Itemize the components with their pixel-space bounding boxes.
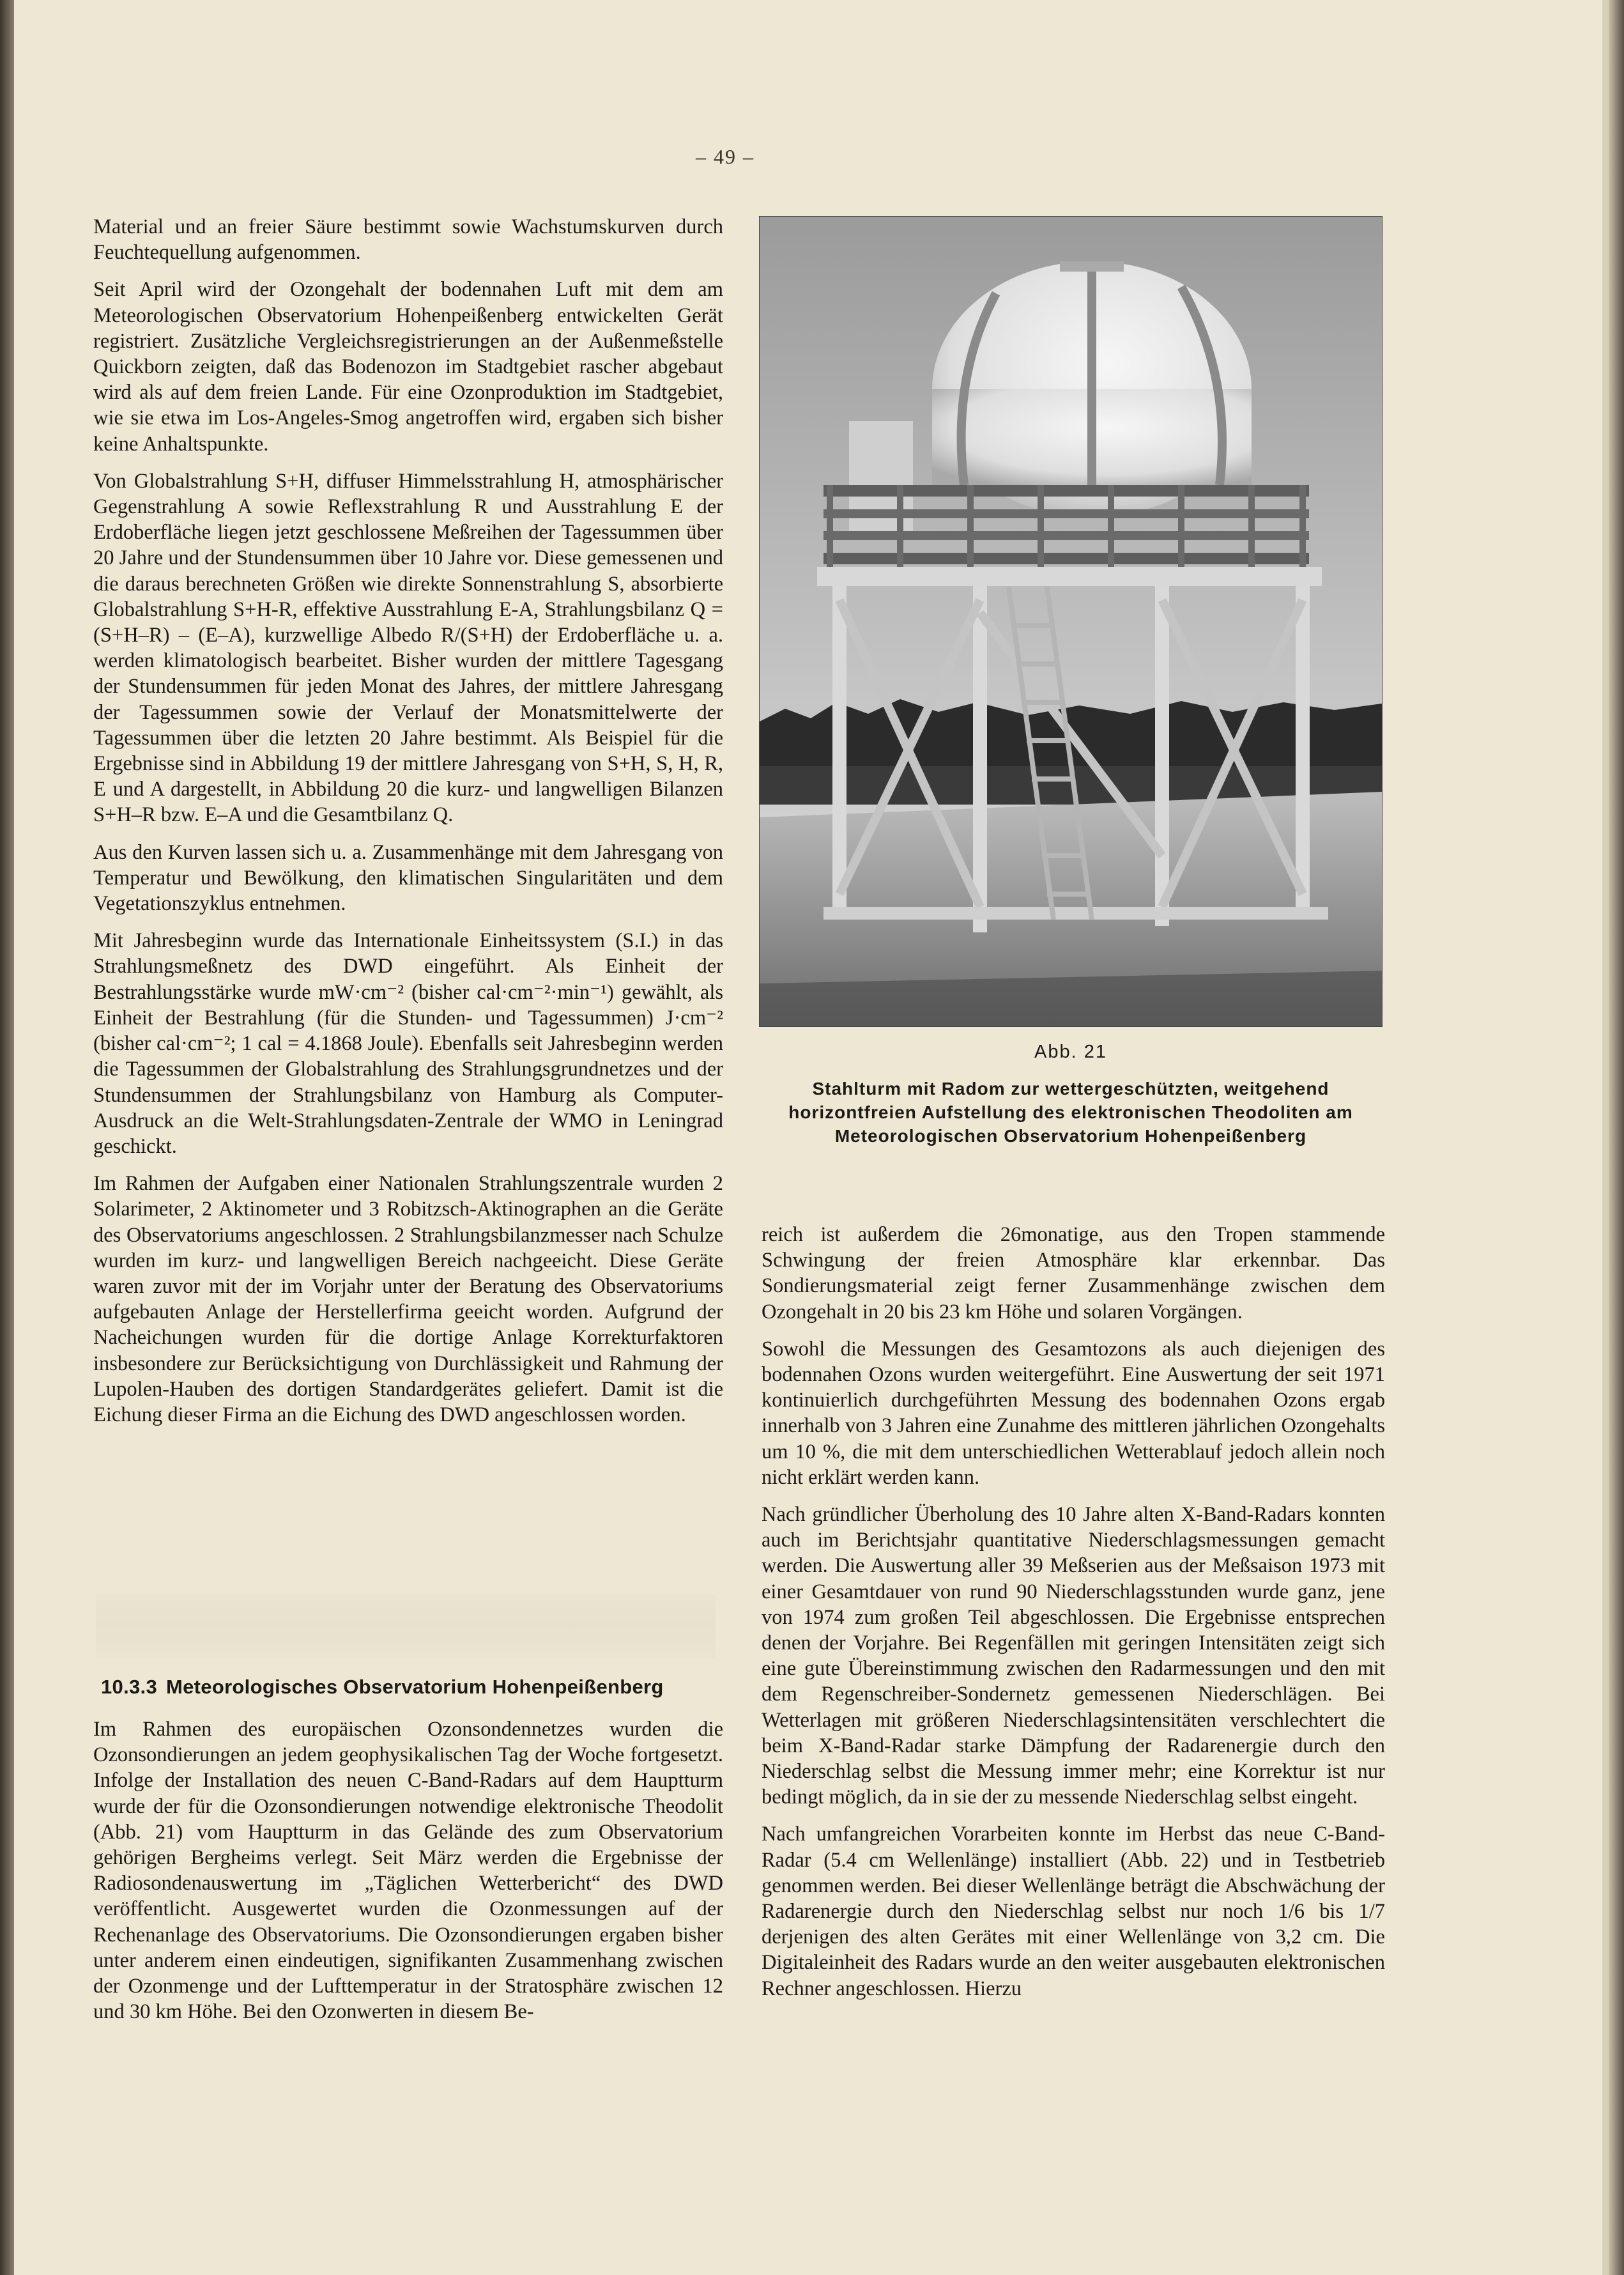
figure-label: Abb. 21 — [1034, 1042, 1107, 1062]
page-edge-shadow — [1602, 0, 1609, 2275]
paragraph: Material und an freier Säure bestimmt sowie Wachstumskurven durch Feuchtequellung aufgenommen. — [93, 215, 723, 265]
left-column — [93, 214, 723, 1439]
right-column — [762, 1222, 1385, 2013]
paragraph: Aus den Kurven lassen sich u. a. Zusammenhänge mit dem Jahresgang von Temperatur und Bewölkung, den klimatischen Singularitäten und dem Vegetationszyklus entnehmen. — [93, 840, 723, 916]
section-body — [93, 1716, 723, 2036]
tower-photo-illustration — [760, 217, 1382, 1026]
paragraph: Von Globalstrahlung S+H, diffuser Himmelsstrahlung H, atmosphärischer Gegenstrahlung A sowie Reflexstrahlung R und Ausstrahlung E der Erdoberfläche liegen jetzt geschlossene Meßreihen der Tagessummen über 20 Jahre und der Stundensummen über 10 Jahre vor. Diese gemessenen und die daraus berechneten Größen wie direkte Sonnenstrahlung S, absorbierte Globalstrahlung S+H-R, effektive Ausstrahlung E-A, Strahlungsbilanz Q = (S+H–R) – (E–A), kurzwellige Albedo R/(S+H) der Erdoberfläche u. a. werden klimatologisch bearbeitet. Bisher wurden der mittlere Tagesgang der Stundensummen für jeden Monat des Jahres, der mittlere Jahresgang der Tagessummen sowie der Verlauf der Monatsmittelwerte der Tagessummen über die letzten 20 Jahre bestimmt. Als Beispiel für die Ergebnisse sind in Abbildung 19 der mittlere Jahresgang von S+H, S, H, R, E und A dargestellt, in Abbildung 20 die kurz- und langwelligen Bilanzen S+H–R bzw. E–A und die Gesamtbilanz Q. — [93, 469, 723, 827]
figure-photo — [759, 216, 1383, 1027]
paragraph: Mit Jahresbeginn wurde das Internationale Einheitssystem (S.I.) in das Strahlungsmeßnetz des DWD eingeführt. Als Einheit der Bestrahlungsstärke wurde mW·cm⁻² (bisher cal·cm⁻²·min⁻¹) gewählt, als Einheit der Bestrahlung (für die Stunden- und Tagessummen) J·cm⁻² (bisher cal·cm⁻²; 1 cal = 4.1868 Joule). Ebenfalls seit Jahresbeginn werden die Tagessummen der Globalstrahlung des Strahlungsgrundnetzes und der Stundensummen der Strahlungsbilanz von Hamburg als Computer-Ausdruck an die Welt-Strahlungsdaten-Zentrale der WMO in Leningrad geschickt. — [93, 929, 723, 1158]
paragraph: Nach gründlicher Überholung des 10 Jahre alten X-Band-Radars konnten auch im Berichtsjahr quantitative Niederschlagsmessungen gemacht werden. Die Auswertung aller 39 Meßserien aus der Meßsaison 1973 mit einer Gesamtdauer von rund 90 Niederschlagsstunden wurde ganz, jene von 1974 zum großen Teil abgeschlossen. Die Ergebnisse entsprechen denen der Vorjahre. Bei Regenfällen mit geringen Intensitäten zeigt sich eine gute Übereinstimmung zwischen den Radarmessungen und den mit dem Regenschreiber-Sondernetz gemessenen Niederschlägen. Bei Wetterlagen mit größeren Niederschlagsintensitäten verschlechtert die beim X-Band-Radar starke Dämpfung der Radarenergie durch den Niederschlag selbst die Messung immer mehr; eine Korrektur ist nur bedingt möglich, da in sie der zu messende Niederschlag selbst eingeht. — [762, 1503, 1385, 1809]
paragraph: Nach umfangreichen Vorarbeiten konnte im Herbst das neue C-Band-Radar (5.4 cm Wellenlänge) installiert (Abb. 22) und in Testbetrieb genommen werden. Bei dieser Wellenlänge beträgt die Abschwächung der Radarenergie durch den Niederschlag selbst nur noch 1/6 bis 1/7 derjenigen des alten Gerätes mit einer Wellenlänge von 3,2 cm. Die Digitaleinheit des Radars wurde an den weiter ausgebauten elektronischen Rechner angeschlossen. Hierzu — [762, 1823, 1385, 2000]
paragraph: Im Rahmen der Aufgaben einer Nationalen Strahlungszentrale wurden 2 Solarimeter, 2 Aktinometer und 3 Robitzsch-Aktinographen an die Geräte des Observatoriums angeschlossen. 2 Strahlungsbilanzmesser nach Schulze wurden im kurz- und langwelligen Bereich nachgeeicht. Diese Geräte waren zuvor mit der im Vorjahr unter der Beratung des Observatoriums aufgebauten Anlage der Herstellerfirma geeicht worden. Aufgrund der Nacheichungen wurden für die dortige Anlage Korrekturfaktoren insbesondere zur Berücksichtigung von Durchlässigkeit und Rahmung der Lupolen-Hauben des dortigen Standardgerätes geliefert. Damit ist die Eichung dieser Firma an die Eichung des DWD angeschlossen worden. — [93, 1172, 723, 1426]
page-number: – 49 – — [696, 145, 755, 168]
figure-caption-text: Stahlturm mit Radom zur wettergeschützten, weitgehend horizontfreien Aufstellung des elektronischen Theodoliten am Meteorologischen Observatorium Hohenpeißenberg — [788, 1079, 1353, 1146]
section-number: 10.3.3 — [101, 1676, 157, 1698]
page-binding-edge — [0, 0, 14, 2275]
paragraph: Sowohl die Messungen des Gesamtozons als auch diejenigen des bodennahen Ozons wurden weitergeführt. Eine Auswertung der seit 1971 kontinuierlich durchgeführten Messung des bodennahen Ozons ergab innerhalb von 3 Jahren eine Zunahme des mittleren jährlichen Ozongehalts um 10 %, die mit dem unterschiedlichen Wetterablauf jedoch allein noch nicht erklärt werden kann. — [762, 1337, 1385, 1489]
paragraph: Seit April wird der Ozongehalt der bodennahen Luft mit dem am Meteorologischen Observatorium Hohenpeißenberg entwickelten Gerät registriert. Zusätzliche Vergleichsregistrierungen an der Außenmeßstelle Quickborn zeigten, daß das Bodenozon im Stadtgebiet rascher abgebaut wird als auf dem freien Lande. Für eine Ozonproduktion im Stadtgebiet, wie sie etwa im Los-Angeles-Smog angetroffen wird, ergaben sich bisher keine Anhaltspunkte. — [93, 278, 723, 456]
figure-caption — [760, 1042, 1381, 1148]
paragraph: Im Rahmen des europäischen Ozonsondennetzes wurden die Ozonsondierungen an jedem geophysikalischen Tag der Woche fortgesetzt. Infolge der Installation des neuen C-Band-Radars auf dem Hauptturm wurde der für die Ozonsondierungen notwendige elektronische Theodolit (Abb. 21) vom Hauptturm in das Gelände des zum Observatorium gehörigen Bergheims verlegt. Seit März werden die Ergebnisse der Radiosondenauswertung im „Täglichen Wetterbericht“ des DWD veröffentlicht. Ausgewertet wurden die Ozonmessungen auf der Rechenanlage des Observatoriums. Die Ozonsondierungen ergaben bisher unter anderem einen eindeutigen, signifikanten Zusammenhang zwischen der Ozonmenge und der Lufttemperatur in der Stratosphäre zwischen 12 und 30 km Höhe. Bei den Ozonwerten in diesem Be- — [93, 1718, 723, 2024]
paragraph: reich ist außerdem die 26monatige, aus den Tropen stammende Schwingung der freien Atmosphäre klar erkennbar. Das Sondierungsmaterial zeigt ferner Zusammenhänge zwischen dem Ozongehalt in 20 bis 23 km Höhe und solaren Vorgängen. — [762, 1223, 1385, 1323]
section-heading — [101, 1676, 723, 1699]
faded-area — [96, 1594, 716, 1658]
section-title: Meteorologisches Observatorium Hohenpeißenberg — [166, 1676, 664, 1698]
page-right-edge — [1609, 0, 1624, 2275]
